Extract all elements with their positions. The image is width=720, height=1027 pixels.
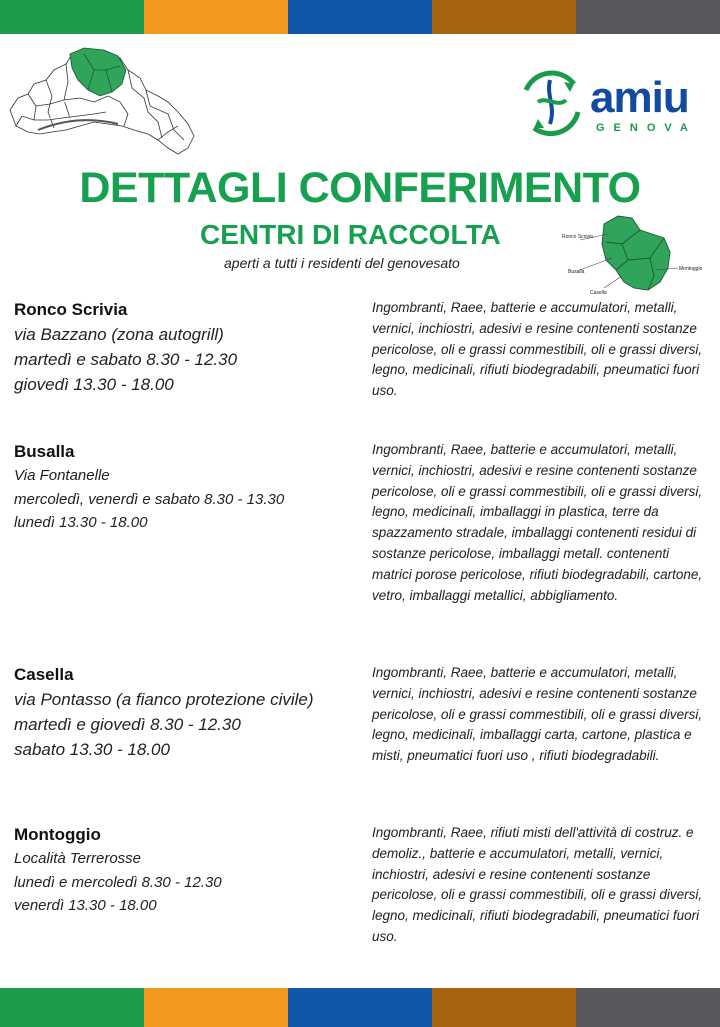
stripe-green bbox=[0, 0, 144, 34]
center-name: Busalla bbox=[14, 442, 75, 461]
page-title: DETTAGLI CONFERIMENTO bbox=[79, 164, 641, 212]
stripe-gray bbox=[576, 0, 720, 34]
center-materials: Ingombranti, Raee, batterie e accumulatori, metalli, vernici, inchiostri, adesivi e resine contenenti sostanze pericolose, oli e grassi commestibili, oli e grassi diversi, legno, medicinali, imballaggi carta, cartone, plastica e misti, pneumatici fuori uso , rifiuti biodegradabili. bbox=[372, 665, 703, 764]
stripe-blue bbox=[288, 988, 432, 1027]
stripe-gray bbox=[576, 988, 720, 1027]
map-label-montoggio: Montoggio bbox=[679, 266, 703, 272]
center-name: Montoggio bbox=[14, 825, 101, 844]
center-materials: Ingombranti, Raee, batterie e accumulatori, metalli, vernici, inchiostri, adesivi e resine contenenti sostanze pericolose, oli e grassi commestibili, oli e grassi diversi, legno, medicinali, rifiuti biodegradabili, pneumatici fuori uso. bbox=[372, 300, 703, 399]
center-hours-line: martedì e sabato 8.30 - 12.30 bbox=[14, 350, 238, 369]
center-hours-line: lunedì e mercoledì 8.30 - 12.30 bbox=[14, 873, 222, 891]
center-hours-line: giovedì 13.30 - 18.00 bbox=[14, 375, 174, 394]
center-busalla bbox=[14, 440, 364, 535]
region-map-image bbox=[8, 40, 196, 158]
center-casella bbox=[14, 663, 364, 762]
center-hours-line: sabato 13.30 - 18.00 bbox=[14, 740, 170, 759]
center-hours-line: lunedì 13.30 - 18.00 bbox=[14, 514, 148, 531]
stripe-brown bbox=[432, 0, 576, 34]
center-address: via Bazzano (zona autogrill) bbox=[14, 325, 224, 344]
amiu-logo-mark bbox=[516, 66, 586, 138]
center-address: Via Fontanelle bbox=[14, 467, 110, 484]
logo-subtitle: GENOVA bbox=[596, 122, 697, 134]
center-name: Ronco Scrivia bbox=[14, 300, 128, 319]
stripe-green bbox=[0, 988, 144, 1027]
stripe-brown bbox=[432, 988, 576, 1027]
map-label-casella: Casella bbox=[590, 290, 607, 296]
top-color-stripe bbox=[0, 0, 720, 34]
center-name: Casella bbox=[14, 665, 74, 684]
stripe-blue bbox=[288, 0, 432, 34]
center-address: Località Terrerosse bbox=[14, 850, 142, 867]
center-hours-line: venerdì 13.30 - 18.00 bbox=[14, 897, 157, 914]
stripe-orange bbox=[144, 988, 288, 1027]
map-label-busalla: Busalla bbox=[568, 269, 585, 275]
center-materials: Ingombranti, Raee, batterie e accumulatori, metalli, vernici, inchiostri, adesivi e resine contenenti sostanze pericolose, oli e grassi commestibili, oli e grassi diversi, legno, medicinali, imballaggi in plastica, terre da spazzamento stradale, imballaggi contenenti residui di sostanze pericolose, imballaggi metall. contenenti matrici porose pericolose, rifiuti biodegradabili, cartone, vetro, imballaggi metallici, abbigliamento. bbox=[372, 442, 703, 603]
center-hours-line: martedì e giovedì 8.30 - 12.30 bbox=[14, 715, 241, 734]
center-montoggio bbox=[14, 823, 364, 918]
center-ronco-scrivia bbox=[14, 298, 364, 397]
stripe-orange bbox=[144, 0, 288, 34]
logo-wordmark: amiu bbox=[590, 73, 689, 122]
district-map-image bbox=[560, 212, 710, 298]
page-subtitle: CENTRI DI RACCOLTA bbox=[200, 219, 501, 250]
center-hours-line: mercoledì, venerdì e sabato 8.30 - 13.30 bbox=[14, 490, 285, 508]
map-label-ronco: Ronco Scrivia bbox=[562, 234, 593, 240]
bottom-color-stripe bbox=[0, 988, 720, 1027]
tagline: aperti a tutti i residenti del genovesato bbox=[224, 255, 460, 271]
amiu-logo bbox=[516, 66, 702, 138]
center-address: via Pontasso (a fianco protezione civile) bbox=[14, 690, 314, 709]
center-materials: Ingombranti, Raee, rifiuti misti dell'attività di costruz. e demoliz., batterie e accumulatori, metalli, vernici, inchiostri, adesivi e resine contenenti sostanze pericolose, oli e grassi commestibili, oli e grassi diversi, legno, medicinali, rifiuti biodegradabili, pneumatici fuori uso. bbox=[372, 825, 703, 944]
